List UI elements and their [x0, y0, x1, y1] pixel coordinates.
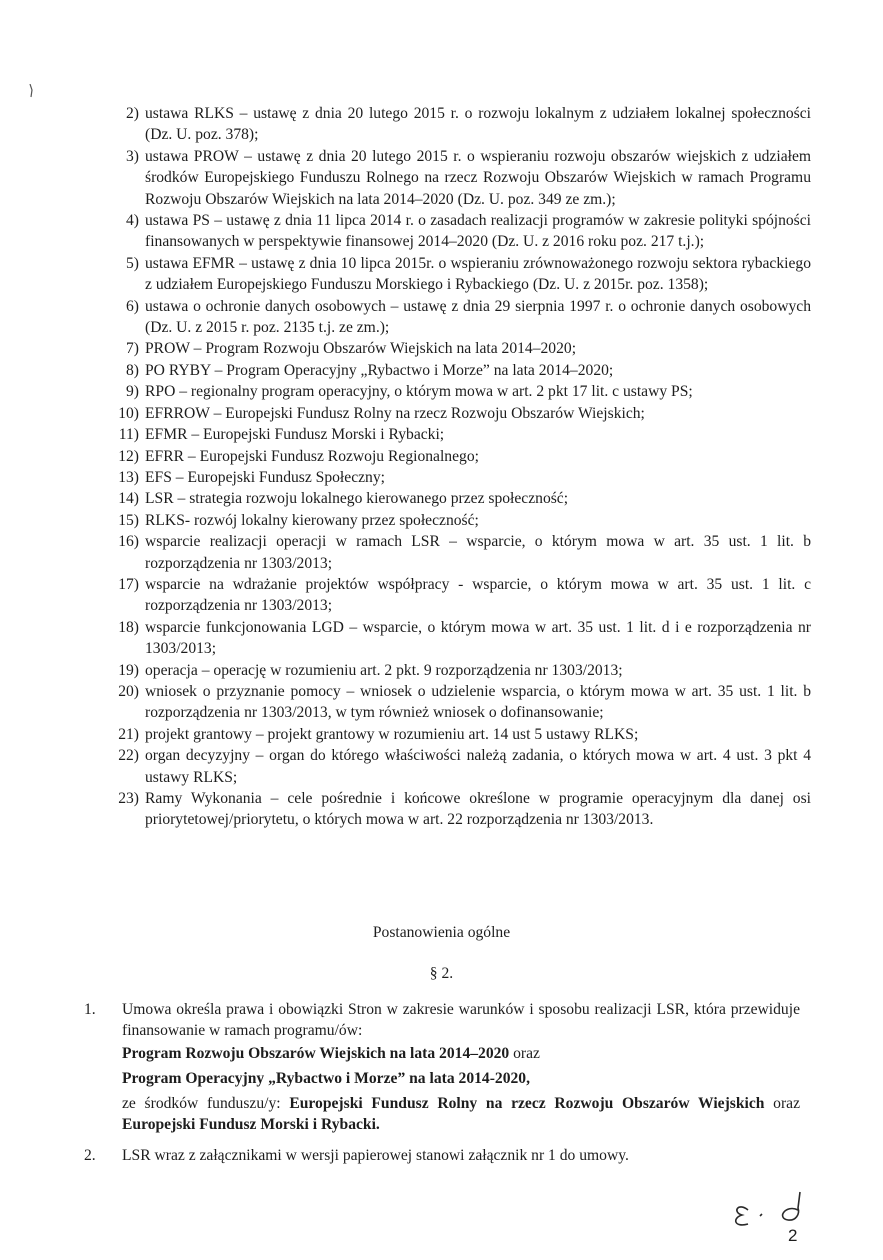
definition-text: ustawa RLKS – ustawę z dnia 20 lutego 2015 r. o rozwoju lokalnym z udziałem lokalnej społeczności (Dz. U. poz. 378);	[145, 105, 811, 144]
definition-item	[111, 296, 811, 339]
definition-number: 18)	[118, 618, 139, 636]
definition-number: 20)	[118, 682, 139, 700]
page-number: 2	[788, 1226, 798, 1245]
definition-item	[111, 681, 811, 724]
definition-text: wsparcie funkcjonowania LGD – wsparcie, o którym mowa w art. 35 ust. 1 lit. d i e rozporządzenia nr 1303/2013;	[145, 618, 811, 658]
clause-number: 2.	[84, 1146, 96, 1164]
definition-text: ustawa o ochronie danych osobowych – ustawę z dnia 29 sierpnia 1997 r. o ochronie danych osobowych (Dz. U. z 2015 r. poz. 2135 t.j. ze zm.);	[145, 297, 811, 337]
definition-text: EFS – Europejski Fundusz Społeczny;	[145, 468, 385, 486]
fund-name-1: Europejski Fundusz Rolny na rzecz Rozwoju Obszarów Wiejskich	[289, 1094, 765, 1112]
definition-item	[111, 660, 811, 681]
definition-number: 10)	[118, 404, 139, 422]
definition-item	[111, 531, 811, 574]
definition-item	[111, 338, 811, 359]
definition-text: LSR – strategia rozwoju lokalnego kierowanego przez społeczność;	[145, 490, 569, 508]
definition-number: 13)	[118, 468, 139, 486]
definition-text: EFRR – Europejski Fundusz Rozwoju Regionalnego;	[145, 447, 479, 465]
definition-text: RPO – regionalny program operacyjny, o którym mowa w art. 2 pkt 17 lit. c ustawy PS;	[145, 383, 693, 401]
definition-item	[111, 360, 811, 381]
definition-item	[111, 510, 811, 531]
definition-item	[111, 446, 811, 467]
definition-number: 14)	[118, 490, 139, 508]
definition-item	[111, 617, 811, 660]
clause-number: 1.	[84, 1001, 96, 1018]
definition-item	[111, 146, 811, 210]
definition-number: 4)	[126, 212, 139, 230]
definitions-list	[111, 103, 811, 831]
definition-number: 21)	[118, 725, 139, 743]
definition-text: wsparcie na wdrażanie projektów współpracy - wsparcie, o którym mowa w art. 35 ust. 1 lit. c rozporządzenia nr 1303/2013;	[145, 575, 811, 615]
definition-text: operacja – operację w rozumieniu art. 2 pkt. 9 rozporządzenia nr 1303/2013;	[145, 661, 623, 679]
section-title: Postanowienia ogólne	[372, 924, 511, 941]
definition-number: 8)	[126, 361, 139, 379]
definition-number: 11)	[118, 426, 139, 444]
funds-prefix: ze środków funduszu/y:	[122, 1094, 290, 1112]
definition-item	[111, 574, 811, 617]
definition-number: 3)	[126, 147, 139, 165]
definition-text: organ decyzyjny – organ do którego właściwości należą zadania, o których mowa w art. 4 ust. 3 pkt 4 ustawy RLKS;	[145, 747, 811, 786]
definition-number: 22)	[118, 747, 139, 765]
program-suffix: oraz	[509, 1044, 540, 1062]
definition-text: ustawa EFMR – ustawę z dnia 10 lipca 2015r. o wspieraniu zrównoważonego rozwoju sektora rybackiego z udziałem Europejskiego Funduszu Morskiego i Rybackiego (Dz. U. z 2015r. poz. 1358);	[145, 254, 811, 294]
clause-intro: Umowa określa prawa i obowiązki Stron w zakresie warunków i sposobu realizacji LSR, która przewiduje finansowanie w ramach programu/ów:	[122, 1001, 800, 1040]
definition-text: Ramy Wykonania – cele pośrednie i końcowe określone w programie operacyjnym dla danej osi priorytetowej/priorytetu, o których mowa w art. 22 rozporządzenia nr 1303/2013.	[145, 790, 811, 829]
program-name-2: Program Operacyjny „Rybactwo i Morze” na lata 2014-2020,	[122, 1069, 530, 1087]
definition-item	[111, 210, 811, 253]
definition-item	[111, 467, 811, 488]
definition-text: EFMR – Europejski Fundusz Morski i Rybacki;	[145, 426, 445, 444]
definition-number: 9)	[126, 383, 139, 401]
clause-text	[122, 999, 800, 1136]
program-line-1	[122, 1043, 800, 1065]
definition-item	[111, 788, 811, 831]
definition-text: PROW – Program Rozwoju Obszarów Wiejskich na lata 2014–2020;	[145, 340, 577, 358]
definition-item	[111, 424, 811, 445]
definition-text: PO RYBY – Program Operacyjny „Rybactwo i Morze” na lata 2014–2020;	[145, 361, 614, 379]
definition-number: 17)	[118, 575, 139, 593]
clause-text: LSR wraz z załącznikami w wersji papierowej stanowi załącznik nr 1 do umowy.	[122, 1146, 629, 1164]
definition-item	[111, 381, 811, 402]
paragraph-mark: § 2.	[429, 965, 454, 982]
definition-number: 5)	[126, 254, 139, 272]
definition-number: 7)	[126, 340, 139, 358]
definition-item	[111, 488, 811, 509]
funds-line	[122, 1093, 800, 1136]
fund-name-2: Europejski Fundusz Morski i Rybacki.	[122, 1116, 380, 1134]
definition-text: projekt grantowy – projekt grantowy w rozumieniu art. 14 ust 5 ustawy RLKS;	[145, 725, 639, 743]
handwritten-initials-icon	[726, 1188, 826, 1238]
clauses	[84, 999, 800, 1166]
clause-1	[84, 999, 800, 1136]
definition-item	[111, 745, 811, 788]
definition-text: ustawa PROW – ustawę z dnia 20 lutego 2015 r. o wspieraniu rozwoju obszarów wiejskich z udziałem środków Europejskiego Funduszu Rolnego na rzecz Rozwoju Obszarów Wiejskich w ramach Programu Rozwoju Obszarów Wiejskich na lata 2014–2020 (Dz. U. poz. 349 ze zm.);	[145, 147, 811, 208]
definition-number: 2)	[126, 105, 139, 122]
definition-number: 6)	[126, 297, 139, 315]
definition-text: RLKS- rozwój lokalny kierowany przez społeczność;	[145, 511, 479, 529]
funds-mid: oraz	[764, 1094, 800, 1112]
definition-number: 12)	[118, 447, 139, 465]
definition-text: wniosek o przyznanie pomocy – wniosek o udzielenie wsparcia, o którym mowa w art. 35 ust. 1 lit. b rozporządzenia nr 1303/2013, w tym również wniosek o dofinansowanie;	[145, 682, 811, 722]
clause-2	[84, 1145, 800, 1166]
definition-item	[111, 253, 811, 296]
definition-item	[111, 103, 811, 146]
definition-number: 23)	[118, 790, 139, 807]
definition-item	[111, 724, 811, 745]
definition-number: 16)	[118, 533, 139, 551]
definition-item	[111, 403, 811, 424]
definition-number: 19)	[118, 661, 139, 679]
program-name-1: Program Rozwoju Obszarów Wiejskich na lata 2014–2020	[122, 1044, 510, 1062]
definition-text: wsparcie realizacji operacji w ramach LSR – wsparcie, o którym mowa w art. 35 ust. 1 lit. b rozporządzenia nr 1303/2013;	[145, 533, 811, 572]
definition-text: ustawa PS – ustawę z dnia 11 lipca 2014 r. o zasadach realizacji programów w zakresie polityki spójności finansowanych w perspektywie finansowej 2014–2020 (Dz. U. z 2016 roku poz. 217 t.j.);	[145, 212, 811, 251]
definition-number: 15)	[118, 511, 139, 529]
definition-text: EFRROW – Europejski Fundusz Rolny na rzecz Rozwoju Obszarów Wiejskich;	[145, 404, 645, 422]
ink-mark-icon	[28, 84, 34, 98]
